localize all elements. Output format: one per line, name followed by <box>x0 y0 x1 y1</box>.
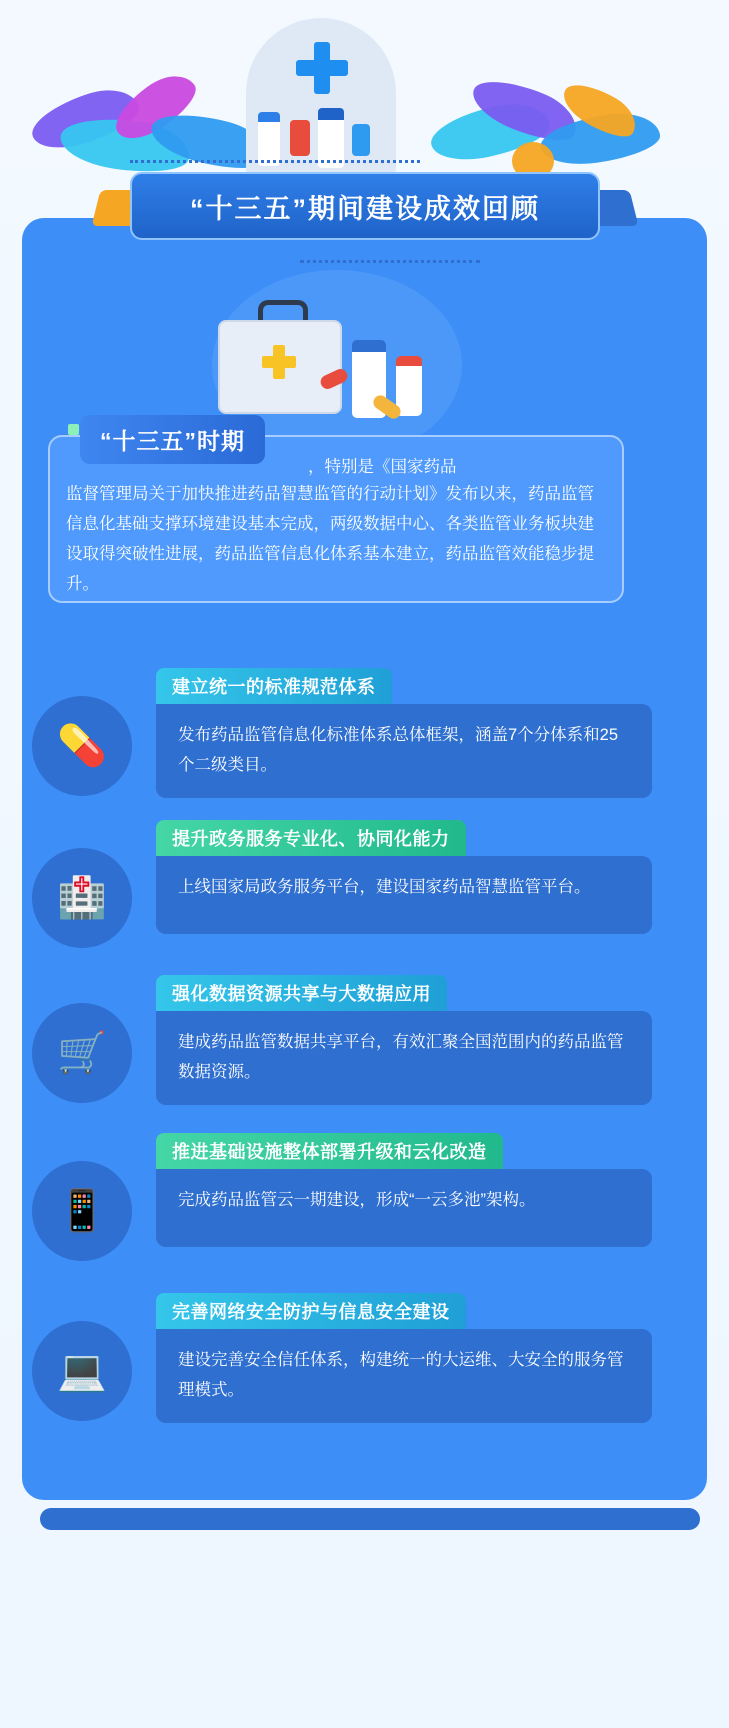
medical-cross-icon <box>296 42 348 94</box>
item-title-tag: 完善网络安全防护与信息安全建设 <box>156 1293 466 1329</box>
item-title-tag: 推进基础设施整体部署升级和云化改造 <box>156 1133 503 1169</box>
bottle-icon <box>258 112 280 166</box>
page-title: “十三五”期间建设成效回顾 <box>190 193 540 224</box>
intro-accent-dot <box>68 424 79 435</box>
item-title-tag: 建立统一的标准规范体系 <box>156 668 392 704</box>
bottle-icon <box>290 120 310 156</box>
dashed-line-right <box>300 260 480 263</box>
ribbon-body <box>130 172 600 240</box>
cloud-mobile-icon <box>32 1161 132 1261</box>
security-laptop-glyph: 💻 <box>57 1349 107 1393</box>
capsule-glyph: 💊 <box>57 724 107 768</box>
intro-highlight-tag: “十三五”时期 <box>80 415 265 464</box>
item-body-text: 建设完善安全信任体系，构建统一的大运维、大安全的服务管理模式。 <box>156 1329 652 1423</box>
title-ribbon <box>68 172 662 242</box>
capsule-icon <box>32 696 132 796</box>
item-body-text: 完成药品监管云一期建设，形成“一云多池”架构。 <box>156 1169 652 1247</box>
dashed-line-left <box>130 160 420 163</box>
platform-icon <box>32 848 132 948</box>
security-laptop-icon <box>32 1321 132 1421</box>
bottle-icon <box>352 124 370 156</box>
case-cross-icon <box>262 345 296 379</box>
pill-bottle-icon <box>396 356 422 416</box>
cloud-mobile-glyph: 📱 <box>57 1189 107 1233</box>
item-title-tag: 提升政务服务专业化、协同化能力 <box>156 820 466 856</box>
bottle-icon <box>318 108 344 168</box>
item-body-text: 建成药品监管数据共享平台，有效汇聚全国范围内的药品监管数据资源。 <box>156 1011 652 1105</box>
bottom-accent-bar <box>40 1508 700 1530</box>
intro-first-line: ，特别是《国家药品 <box>308 458 457 476</box>
data-share-icon <box>32 1003 132 1103</box>
intro-body-text: 监督管理局关于加快推进药品智慧监管的行动计划》发布以来，药品监管信息化基础支撑环境建设基本完成，两级数据中心、各类监管业务板块建设取得突破性进展，药品监管信息化体系基本建立，药品监管效能稳步提升。 <box>66 485 594 593</box>
platform-glyph: 🏥 <box>57 876 107 920</box>
item-body-text: 上线国家局政务服务平台，建设国家药品智慧监管平台。 <box>156 856 652 934</box>
item-title-tag: 强化数据资源共享与大数据应用 <box>156 975 447 1011</box>
data-share-glyph: 🛒 <box>57 1031 107 1075</box>
item-body-text: 发布药品监管信息化标准体系总体框架，涵盖7个分体系和25个二级类目。 <box>156 704 652 798</box>
